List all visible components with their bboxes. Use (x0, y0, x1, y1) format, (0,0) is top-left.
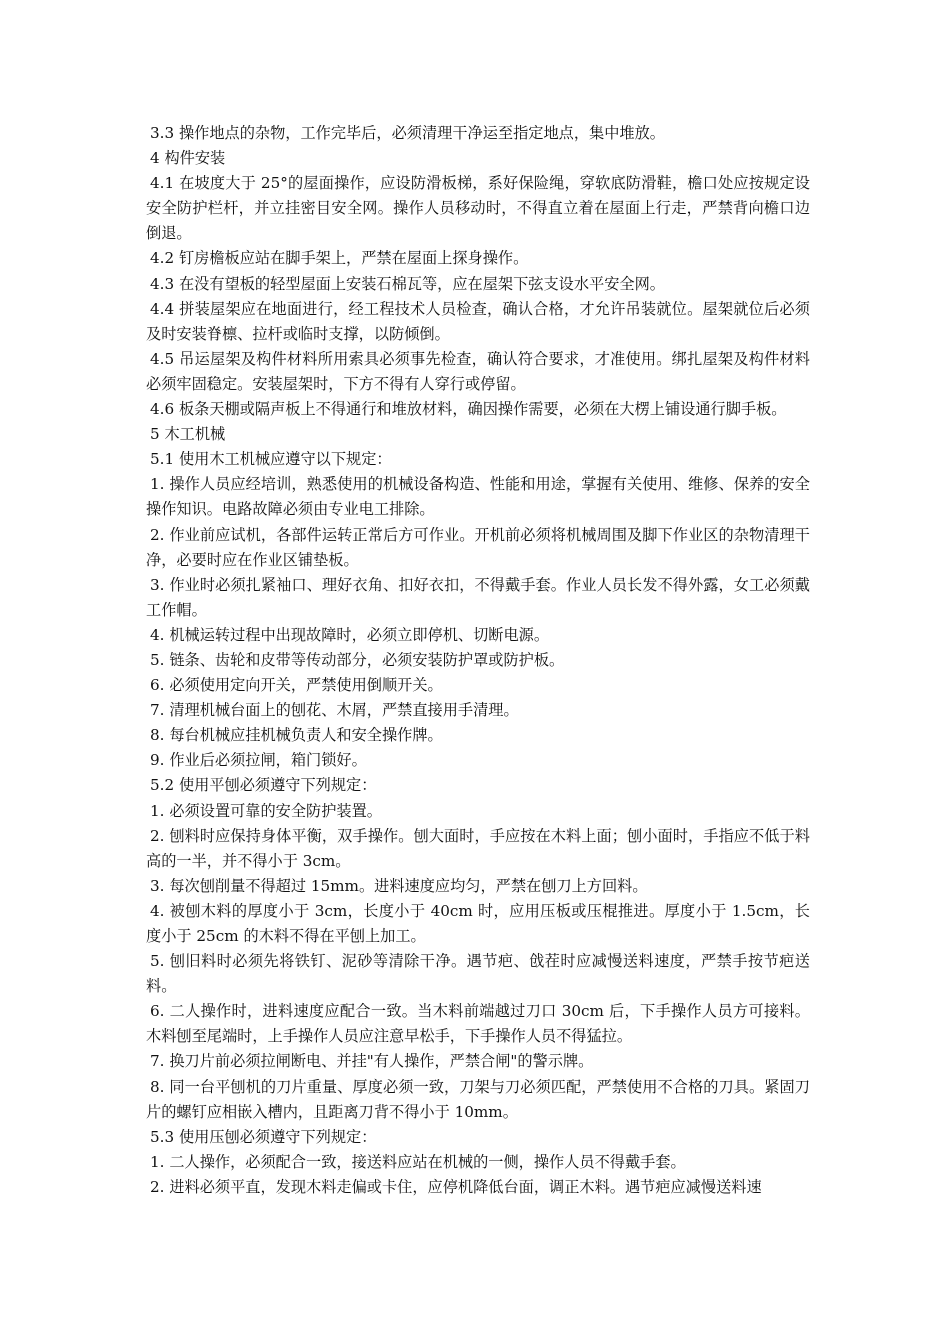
list-item-5-1-7: 7. 清理机械台面上的刨花、木屑，严禁直接用手清理。 (150, 701, 519, 720)
list-item-5-3-2: 2. 进料必须平直，发现木料走偏或卡住，应停机降低台面，调正木料。遇节疤应减慢送料速 (150, 1177, 762, 1196)
list-item-5-2-4: 4. 被刨木料的厚度小于 3cm，长度小于 40cm 时，应用压板或压棍推进。厚度小于 1.5cm，长度小于 25cm 的木料不得在平刨上加工。 (146, 901, 810, 945)
list-item-5-1-5: 5. 链条、齿轮和皮带等传动部分，必须安装防护罩或防护板。 (150, 650, 565, 669)
list-item-5-1-1: 1. 操作人员应经培训，熟悉使用的机械设备构造、性能和用途，掌握有关使用、维修、保养的安全操作知识。电路故障必须由专业电工排除。 (146, 475, 810, 519)
paragraph-4-4: 4.4 拼装屋架应在地面进行，经工程技术人员检查，确认合格，才允许吊装就位。屋架就位后必须及时安装脊檩、拉杆或临时支撑，以防倾倒。 (146, 299, 810, 343)
paragraph-4-5: 4.5 吊运屋架及构件材料所用索具必须事先检查，确认符合要求，才准使用。绑扎屋架及构件材料必须牢固稳定。安装屋架时，下方不得有人穿行或停留。 (146, 349, 810, 393)
section-heading-5: 5 木工机械 (150, 425, 226, 444)
list-item-5-1-3: 3. 作业时必须扎紧袖口、理好衣角、扣好衣扣，不得戴手套。作业人员长发不得外露，女工必须戴工作帽。 (146, 575, 810, 619)
list-item-5-1-4: 4. 机械运转过程中出现故障时，必须立即停机、切断电源。 (150, 625, 550, 644)
list-item-5-1-8: 8. 每台机械应挂机械负责人和安全操作牌。 (150, 726, 443, 745)
subsection-heading-5-1: 5.1 使用木工机械应遵守以下规定： (150, 450, 392, 469)
list-item-5-1-2: 2. 作业前应试机，各部件运转正常后方可作业。开机前必须将机械周围及脚下作业区的杂物清理干净，必要时应在作业区铺垫板。 (146, 525, 810, 569)
paragraph-3-3: 3.3 操作地点的杂物，工作完毕后，必须清理干净运至指定地点，集中堆放。 (150, 124, 665, 142)
list-item-5-3-1: 1. 二人操作，必须配合一致，接送料应站在机械的一侧，操作人员不得戴手套。 (150, 1152, 686, 1171)
subsection-heading-5-3: 5.3 使用压刨必须遵守下列规定： (150, 1127, 377, 1146)
list-item-5-1-6: 6. 必须使用定向开关，严禁使用倒顺开关。 (150, 676, 443, 695)
list-item-5-2-1: 1. 必须设置可靠的安全防护装置。 (150, 801, 382, 820)
paragraph-4-1: 4.1 在坡度大于 25°的屋面操作，应设防滑板梯，系好保险绳，穿软底防滑鞋，檐口处应按规定设安全防护栏杆，并立挂密目安全网。操作人员移动时，不得直立着在屋面上行走，严禁背向檐口边倒退。 (146, 174, 810, 243)
list-item-5-2-7: 7. 换刀片前必须拉闸断电、并挂"有人操作，严禁合闸"的警示牌。 (150, 1052, 594, 1071)
subsection-heading-5-2: 5.2 使用平刨必须遵守下列规定： (150, 776, 377, 795)
list-item-5-2-6: 6. 二人操作时，进料速度应配合一致。当木料前端越过刀口 30cm 后，下手操作人员方可接料。木料刨至尾端时，上手操作人员应注意早松手，下手操作人员不得猛拉。 (146, 1002, 810, 1046)
paragraph-4-6: 4.6 板条天棚或隔声板上不得通行和堆放材料，确因操作需要，必须在大楞上铺设通行脚手板。 (150, 400, 787, 419)
list-item-5-2-3: 3. 每次刨削量不得超过 15mm。进料速度应均匀，严禁在刨刀上方回料。 (150, 876, 648, 895)
list-item-5-2-8: 8. 同一台平刨机的刀片重量、厚度必须一致，刀架与刀必须匹配，严禁使用不合格的刀具。紧固刀片的螺钉应相嵌入槽内，且距离刀背不得小于 10mm。 (146, 1077, 810, 1121)
document-body (146, 121, 810, 1200)
section-heading-4: 4 构件安装 (150, 149, 226, 168)
list-item-5-2-2: 2. 刨料时应保持身体平衡，双手操作。刨大面时，手应按在木料上面；刨小面时，手指应不低于料高的一半，并不得小于 3cm。 (146, 826, 810, 870)
paragraph-4-3: 4.3 在没有望板的轻型屋面上安装石棉瓦等，应在屋架下弦支设水平安全网。 (150, 274, 665, 293)
list-item-5-1-9: 9. 作业后必须拉闸，箱门锁好。 (150, 751, 367, 770)
list-item-5-2-5: 5. 刨旧料时必须先将铁钉、泥砂等清除干净。遇节疤、戗茬时应减慢送料速度，严禁手按节疤送料。 (146, 952, 810, 996)
paragraph-4-2: 4.2 钉房檐板应站在脚手架上，严禁在屋面上探身操作。 (150, 249, 529, 268)
